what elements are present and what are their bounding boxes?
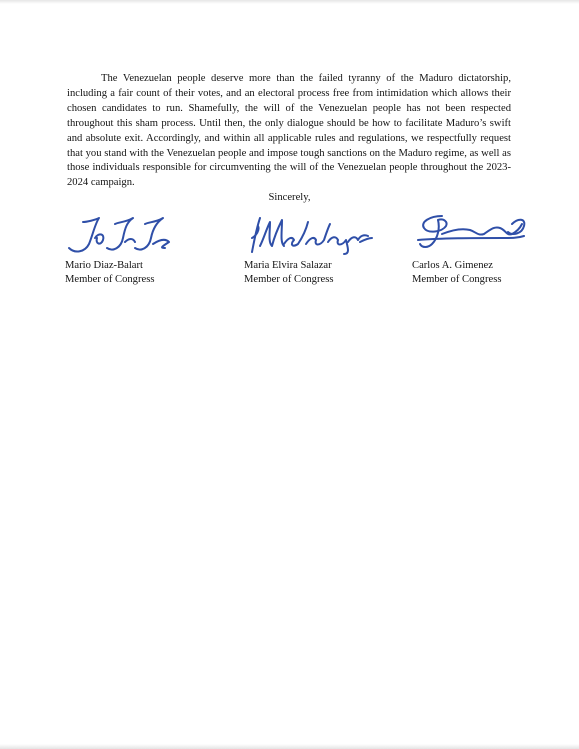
signature-block-salazar (244, 208, 404, 286)
signatory-title: Member of Congress (65, 273, 155, 285)
page-bottom-edge (0, 744, 579, 749)
signature-salazar-image (244, 208, 374, 256)
signatory-title: Member of Congress (244, 273, 334, 285)
signature-block-diaz-balart (65, 208, 225, 286)
page-top-edge (0, 0, 579, 4)
signatory-name: Mario Diaz-Balart (65, 260, 143, 271)
letter-closing: Sincerely, (268, 192, 311, 203)
signatory-name: Carlos A. Gimenez (412, 260, 493, 271)
signatory-title: Member of Congress (412, 273, 502, 285)
signature-diaz-balart-image (65, 208, 195, 256)
signature-block-gimenez (412, 208, 572, 286)
signature-gimenez-image (412, 208, 542, 256)
letter-body-paragraph: The Venezuelan people deserve more than the failed tyranny of the Maduro dictatorship, including a fair count of their votes, and an electoral process free from intimidation which allows their chosen candidates to run. Shamefully, the will of the Venezuelan people has not been respected throughout this sham process. Until then, the only dialogue should be how to facilitate Maduro’s swift and absolute exit. Accordingly, and within all applicable rules and regulations, we respectfully request that you stand with the Venezuelan people and impose tough sanctions on the Maduro regime, as well as those individuals responsible for circumventing the will of the Venezuelan people throughout the 2023-2024 campaign. (67, 73, 511, 189)
signatory-name: Maria Elvira Salazar (244, 260, 332, 271)
